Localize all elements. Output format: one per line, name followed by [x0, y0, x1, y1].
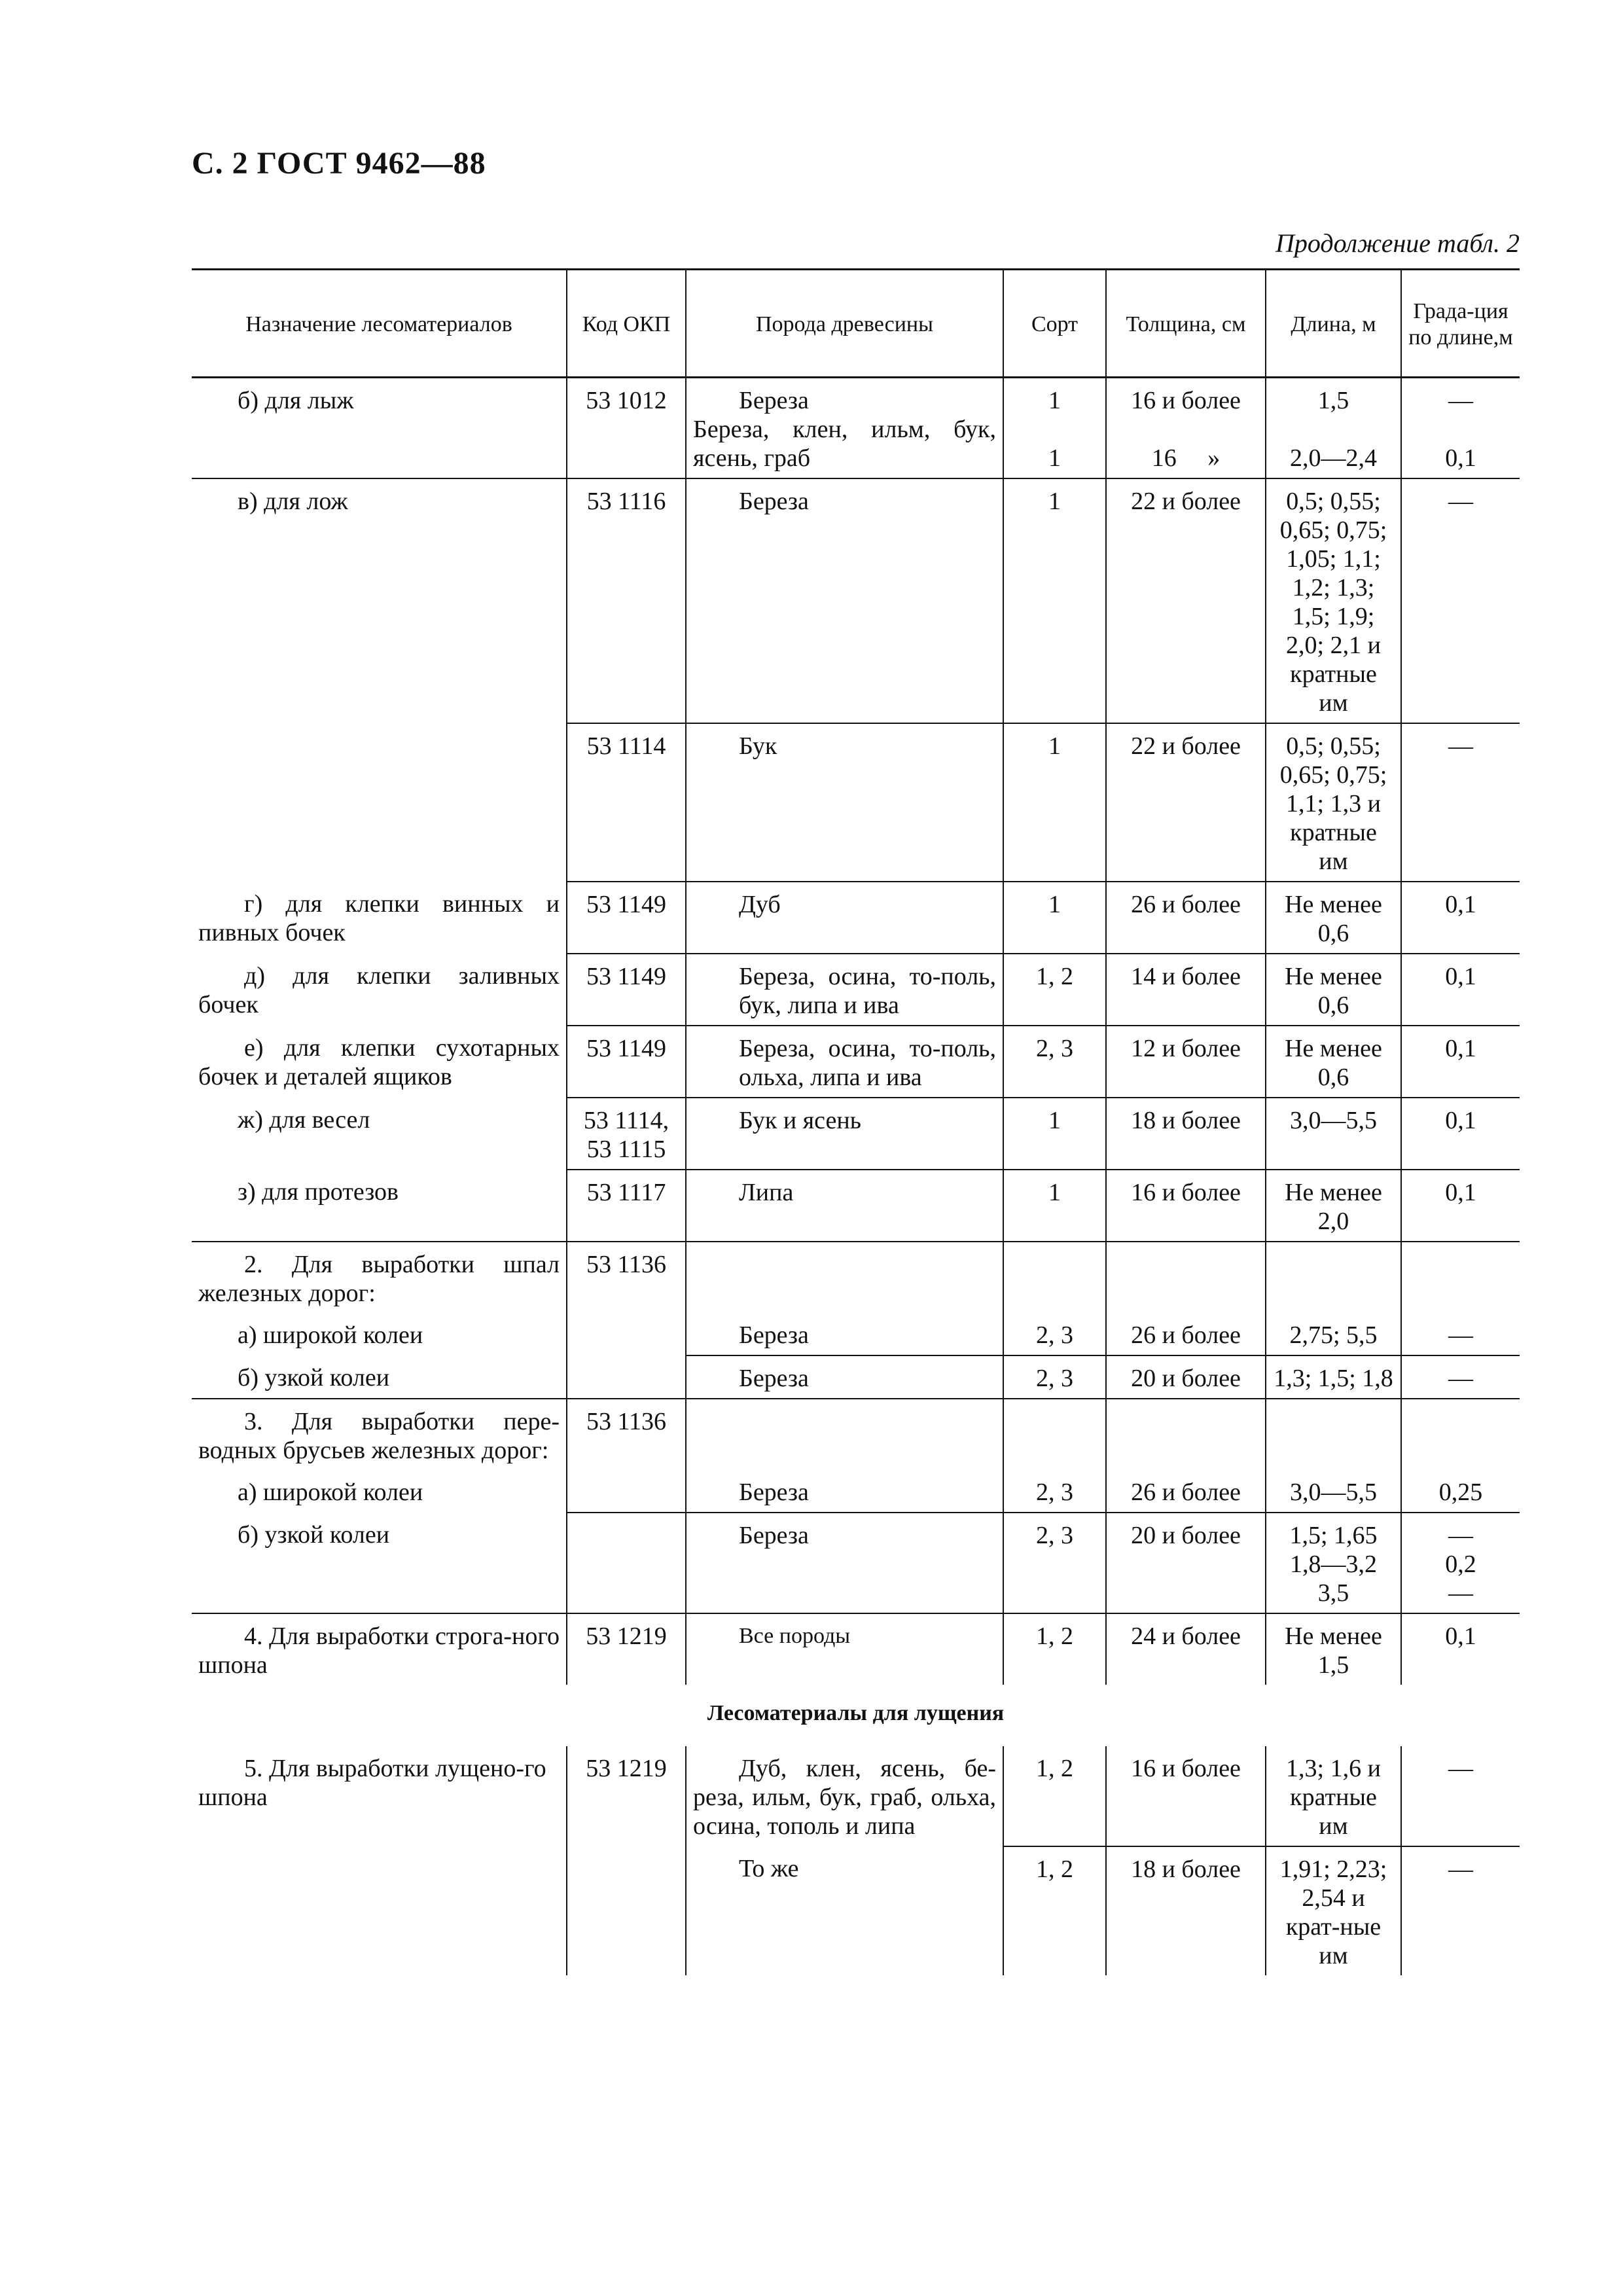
gradation-line: 0,2 [1445, 1551, 1476, 1578]
length-line: 3,5 [1317, 1579, 1349, 1607]
grade-cell: 1 [1003, 723, 1106, 882]
purpose-cell: б) узкой колеи [238, 1521, 390, 1549]
table-row [192, 1242, 1520, 1313]
species-line: Береза [739, 387, 809, 414]
purpose-cell: а) широкой колеи [238, 1479, 423, 1506]
grade-cell: 1 [1003, 1170, 1106, 1242]
grade-line: 1 [1048, 387, 1061, 414]
table-row [192, 1313, 1520, 1355]
thickness-cell: 18 и более [1106, 1846, 1266, 1975]
length-cell [1266, 378, 1401, 479]
purpose-cell: г) для клепки винных и пивных бочек [198, 890, 560, 946]
thickness-cell: 24 и более [1106, 1613, 1266, 1685]
gradation-cell: — [1401, 1355, 1520, 1399]
table-row [192, 954, 1520, 1026]
col-thickness: Толщина, см [1106, 270, 1266, 378]
col-length: Длина, м [1266, 270, 1401, 378]
purpose-cell: е) для клепки сухотарных бочек и деталей ящиков [198, 1034, 560, 1090]
species-cell: То же [686, 1846, 1003, 1975]
gradation-line: — [1448, 1522, 1473, 1549]
gradation-line: — [1448, 387, 1473, 414]
grade-cell: 2, 3 [1003, 1470, 1106, 1513]
grade-cell: 2, 3 [1003, 1355, 1106, 1399]
grade-cell: 1, 2 [1003, 1846, 1106, 1975]
length-line: 1,5; 1,65 [1289, 1522, 1378, 1549]
gradation-cell: — [1401, 1746, 1520, 1846]
lumber-table [192, 268, 1520, 1975]
grade-cell: 2, 3 [1003, 1513, 1106, 1613]
purpose-cell: 2. Для выработки шпал железных дорог: [192, 1242, 567, 1313]
code-cell [567, 1513, 686, 1613]
gradation-cell: — [1401, 478, 1520, 723]
gradation-cell: 0,1 [1401, 1613, 1520, 1685]
length-cell: 1,3; 1,5; 1,8 [1266, 1355, 1401, 1399]
grade-line: 1 [1048, 444, 1061, 472]
length-cell: 1,3; 1,6 и кратные им [1266, 1746, 1401, 1846]
length-cell: 1,91; 2,23; 2,54 и крат-ные им [1266, 1846, 1401, 1975]
table-row [192, 1613, 1520, 1685]
thickness-cell: 26 и более [1106, 882, 1266, 954]
species-cell: Дуб, клен, ясень, бе-реза, ильм, бук, граб, ольха, осина, тополь и липа [686, 1746, 1003, 1846]
col-grade: Сорт [1003, 270, 1106, 378]
grade-cell [1003, 378, 1106, 479]
gradation-cell [1401, 1399, 1520, 1470]
section-title: Лесоматериалы для лущения [707, 1701, 1005, 1725]
gradation-cell: 0,1 [1401, 882, 1520, 954]
thickness-cell: 14 и более [1106, 954, 1266, 1026]
purpose-cell: б) для лыж [238, 387, 354, 414]
species-cell: Береза, осина, то-поль, бук, липа и ива [686, 954, 1003, 1026]
grade-cell [1003, 1242, 1106, 1313]
code-cell: 53 1114 [567, 723, 686, 882]
species-cell: Береза, осина, то-поль, ольха, липа и ива [686, 1026, 1003, 1098]
section-row [192, 1685, 1520, 1746]
gradation-cell: 0,1 [1401, 954, 1520, 1026]
table-row [192, 1355, 1520, 1399]
purpose-cell: 5. Для выработки лущено-го шпона [198, 1755, 546, 1811]
length-cell: 0,5; 0,55; 0,65; 0,75; 1,05; 1,1; 1,2; 1,3; 1,5; 1,9; 2,0; 2,1 и кратные им [1266, 478, 1401, 723]
species-cell: Дуб [686, 882, 1003, 954]
code-cell: 53 1117 [567, 1170, 686, 1242]
purpose-cell: 4. Для выработки строга-ного шпона [192, 1613, 567, 1685]
thickness-cell [1106, 1242, 1266, 1313]
purpose-cell: а) широкой колеи [238, 1321, 423, 1349]
length-cell: 3,0—5,5 [1266, 1470, 1401, 1513]
gradation-cell [1401, 1242, 1520, 1313]
thickness-cell: 26 и более [1106, 1470, 1266, 1513]
length-line: 1,8—3,2 [1290, 1551, 1377, 1578]
code-cell: 53 1116 [567, 478, 686, 723]
species-cell: Береза [686, 1513, 1003, 1613]
thickness-cell: 20 и более [1106, 1513, 1266, 1613]
grade-cell: 1 [1003, 882, 1106, 954]
table-row [192, 1098, 1520, 1170]
grade-cell [1003, 1399, 1106, 1470]
grade-cell: 2, 3 [1003, 1026, 1106, 1098]
purpose-cell: ж) для весел [238, 1106, 370, 1134]
species-cell: Все породы [686, 1613, 1003, 1685]
gradation-cell: — [1401, 723, 1520, 882]
table-row [192, 378, 1520, 479]
table-row [192, 882, 1520, 954]
thickness-cell: 22 и более [1106, 723, 1266, 882]
code-cell: 53 1149 [567, 954, 686, 1026]
table-header-row [192, 270, 1520, 378]
table-continuation-label: Продолжение табл. 2 [1275, 228, 1520, 258]
gradation-cell [1401, 378, 1520, 479]
col-species: Порода древесины [686, 270, 1003, 378]
species-cell [686, 378, 1003, 479]
species-line: Береза, клен, ильм, бук, ясень, граб [693, 416, 996, 472]
gradation-cell: — [1401, 1846, 1520, 1975]
species-cell: Береза [686, 1470, 1003, 1513]
length-cell: Не менее 0,6 [1266, 954, 1401, 1026]
page-header: С. 2 ГОСТ 9462—88 [192, 146, 486, 181]
thickness-cell: 16 и более [1106, 1746, 1266, 1846]
code-cell: 53 1149 [567, 882, 686, 954]
col-purpose: Назначение лесоматериалов [192, 270, 567, 378]
code-cell: 53 1136 [567, 1242, 686, 1399]
length-cell [1266, 1242, 1401, 1313]
gradation-cell: 0,1 [1401, 1098, 1520, 1170]
code-cell: 53 1149 [567, 1026, 686, 1098]
thickness-cell: 22 и более [1106, 478, 1266, 723]
species-cell [686, 1242, 1003, 1313]
thickness-cell: 12 и более [1106, 1026, 1266, 1098]
table-row [192, 1170, 1520, 1242]
code-cell: 53 1012 [567, 378, 686, 479]
gradation-line: — [1448, 1579, 1473, 1607]
gradation-line: 0,1 [1445, 444, 1476, 472]
species-cell: Бук и ясень [686, 1098, 1003, 1170]
grade-cell: 2, 3 [1003, 1313, 1106, 1355]
length-cell: 2,75; 5,5 [1266, 1313, 1401, 1355]
length-line: 2,0—2,4 [1290, 444, 1377, 472]
length-cell: Не менее 0,6 [1266, 882, 1401, 954]
purpose-cell: д) для клепки заливных бочек [198, 962, 560, 1018]
gradation-cell: 0,1 [1401, 1170, 1520, 1242]
length-cell [1266, 1399, 1401, 1470]
purpose-cell: з) для протезов [238, 1178, 399, 1206]
table-row [192, 1026, 1520, 1098]
length-cell: Не менее 2,0 [1266, 1170, 1401, 1242]
table-row [192, 1513, 1520, 1613]
table-row [192, 1746, 1520, 1846]
grade-cell: 1, 2 [1003, 1746, 1106, 1846]
code-cell: 53 1136 [567, 1399, 686, 1513]
length-cell: Не менее 0,6 [1266, 1026, 1401, 1098]
gradation-cell: 0,1 [1401, 1026, 1520, 1098]
gradation-cell: — [1401, 1313, 1520, 1355]
thickness-cell: 20 и более [1106, 1355, 1266, 1399]
species-cell [686, 1399, 1003, 1470]
species-cell: Береза [686, 478, 1003, 723]
gradation-cell [1401, 1513, 1520, 1613]
gradation-cell: 0,25 [1401, 1470, 1520, 1513]
code-cell: 53 1219 [567, 1746, 686, 1975]
purpose-cell: 3. Для выработки пере-водных брусьев железных дорог: [192, 1399, 567, 1470]
purpose-cell: в) для лож [192, 478, 567, 882]
table-row [192, 1470, 1520, 1513]
species-cell: Бук [686, 723, 1003, 882]
species-cell: Липа [686, 1170, 1003, 1242]
grade-cell: 1, 2 [1003, 1613, 1106, 1685]
thickness-cell [1106, 1399, 1266, 1470]
purpose-cell: б) узкой колеи [238, 1364, 390, 1391]
code-cell: 53 1114, 53 1115 [567, 1098, 686, 1170]
thickness-cell [1106, 378, 1266, 479]
grade-cell: 1 [1003, 478, 1106, 723]
length-line: 1,5 [1317, 387, 1349, 414]
grade-cell: 1 [1003, 1098, 1106, 1170]
thickness-line: 16 » [1151, 444, 1221, 472]
code-cell: 53 1219 [567, 1613, 686, 1685]
table-row [192, 478, 1520, 723]
length-cell: Не менее 1,5 [1266, 1613, 1401, 1685]
length-cell: 0,5; 0,55; 0,65; 0,75; 1,1; 1,3 и кратные им [1266, 723, 1401, 882]
species-cell: Береза [686, 1355, 1003, 1399]
species-cell: Береза [686, 1313, 1003, 1355]
grade-cell: 1, 2 [1003, 954, 1106, 1026]
length-cell [1266, 1513, 1401, 1613]
length-cell: 3,0—5,5 [1266, 1098, 1401, 1170]
col-gradation: Града-ция по длине,м [1401, 270, 1520, 378]
thickness-cell: 26 и более [1106, 1313, 1266, 1355]
table-row [192, 1399, 1520, 1470]
thickness-cell: 16 и более [1106, 1170, 1266, 1242]
thickness-line: 16 и более [1131, 387, 1241, 414]
col-code: Код ОКП [567, 270, 686, 378]
thickness-cell: 18 и более [1106, 1098, 1266, 1170]
